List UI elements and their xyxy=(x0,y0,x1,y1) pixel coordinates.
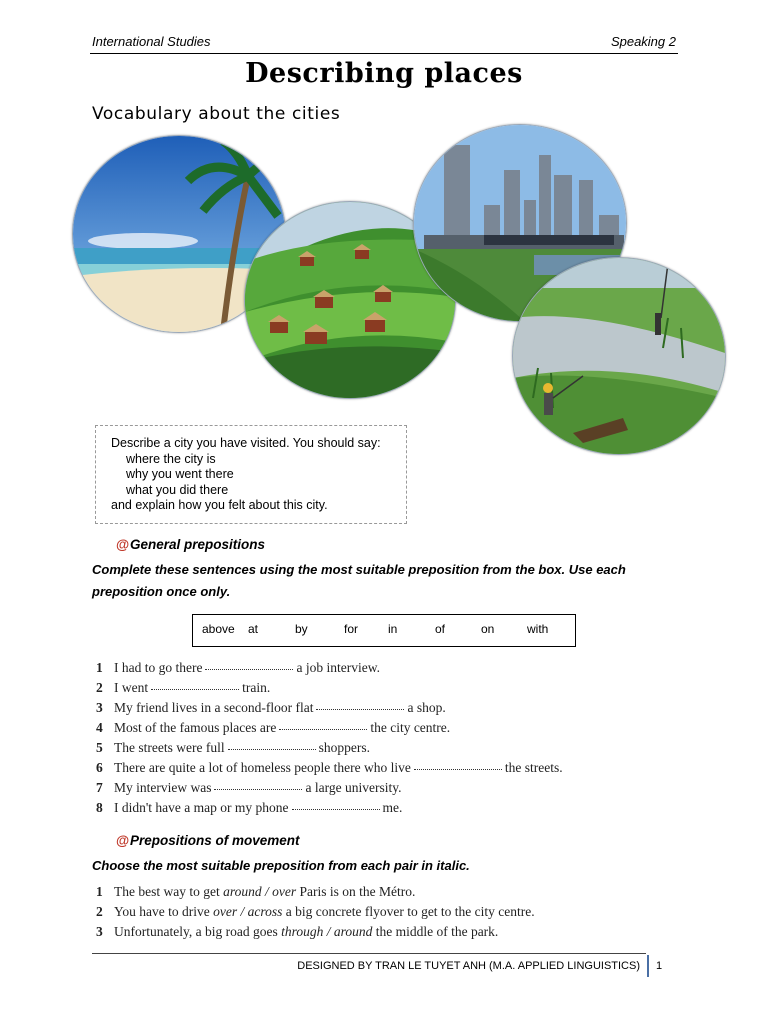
exercise-item: 5 The streets were full shoppers. xyxy=(96,740,370,755)
footer-credit: DESIGNED BY TRAN LE TUYET ANH (M.A. APPLIED LINGUISTICS) xyxy=(297,960,640,972)
header-right: Speaking 2 xyxy=(610,34,676,49)
word-box-item: of xyxy=(435,622,446,636)
exercise-item: 1 The best way to get around / over Paris is on the Métro. xyxy=(96,884,416,899)
exercise-item: 1 I had to go there a job interview. xyxy=(96,660,380,675)
section1-instruction: Complete these sentences using the most suitable preposition from the box. Use each preposition once only. xyxy=(92,562,626,599)
exercise-item: 3 Unfortunately, a big road goes through / around the middle of the park. xyxy=(96,924,499,939)
answer-blank[interactable] xyxy=(228,748,316,750)
task-line: where the city is xyxy=(126,451,216,466)
task-line: what you did there xyxy=(126,482,229,497)
choice-pair[interactable]: around / over xyxy=(223,884,297,899)
answer-blank[interactable] xyxy=(414,768,502,770)
answer-blank[interactable] xyxy=(316,708,404,710)
answer-blank[interactable] xyxy=(205,668,293,670)
speaking-task-box xyxy=(95,425,407,524)
word-box-item: for xyxy=(344,622,359,636)
section2-instruction: Choose the most suitable preposition from each pair in italic. xyxy=(92,858,470,873)
preposition-word-box xyxy=(192,614,576,647)
word-box-item: with xyxy=(527,622,549,636)
choice-pair[interactable]: through / around xyxy=(281,924,373,939)
word-box-item: by xyxy=(295,622,308,636)
page-number: 1 xyxy=(656,960,663,972)
exercise-item: 7 My interview was a large university. xyxy=(96,780,402,795)
header-divider xyxy=(90,53,678,54)
swirl-bullet-icon: @ xyxy=(116,833,130,848)
exercise-item: 2 I went train. xyxy=(96,680,271,695)
exercise-item: 6 There are quite a lot of homeless people there who live the streets. xyxy=(96,760,563,775)
exercise-item: 8 I didn't have a map or my phone me. xyxy=(96,800,403,815)
section-title-text: Prepositions of movement xyxy=(130,833,300,848)
footer-accent-bar xyxy=(647,955,649,977)
answer-blank[interactable] xyxy=(151,688,239,690)
task-line: Describe a city you have visited. You should say: xyxy=(111,436,381,450)
task-line: why you went there xyxy=(126,467,234,481)
river-fishing-photo xyxy=(512,257,726,455)
choice-pair[interactable]: over / across xyxy=(213,904,283,919)
section-title-prepositions-movement xyxy=(116,833,300,848)
header-left: International Studies xyxy=(92,34,211,49)
exercise-item: 2 You have to drive over / across a big concrete flyover to get to the city centre. xyxy=(96,904,535,919)
word-box-item: above xyxy=(202,622,235,636)
section-title-general-prepositions xyxy=(116,537,265,552)
word-box-item: in xyxy=(388,622,398,636)
section-subtitle: Vocabulary about the cities xyxy=(92,104,341,124)
answer-blank[interactable] xyxy=(214,788,302,790)
answer-blank[interactable] xyxy=(279,728,367,730)
page-title: Describing places xyxy=(245,58,523,89)
task-line: and explain how you felt about this city. xyxy=(111,498,328,512)
footer-divider xyxy=(92,953,646,954)
answer-blank[interactable] xyxy=(292,808,380,810)
section-title-text: General prepositions xyxy=(130,537,266,552)
exercise-item: 4 Most of the famous places are the city centre. xyxy=(96,720,451,735)
swirl-bullet-icon: @ xyxy=(116,537,130,552)
exercise-item: 3 My friend lives in a second-floor flat a shop. xyxy=(96,700,446,715)
word-box-item: on xyxy=(481,622,495,636)
word-box-item: at xyxy=(248,622,259,636)
